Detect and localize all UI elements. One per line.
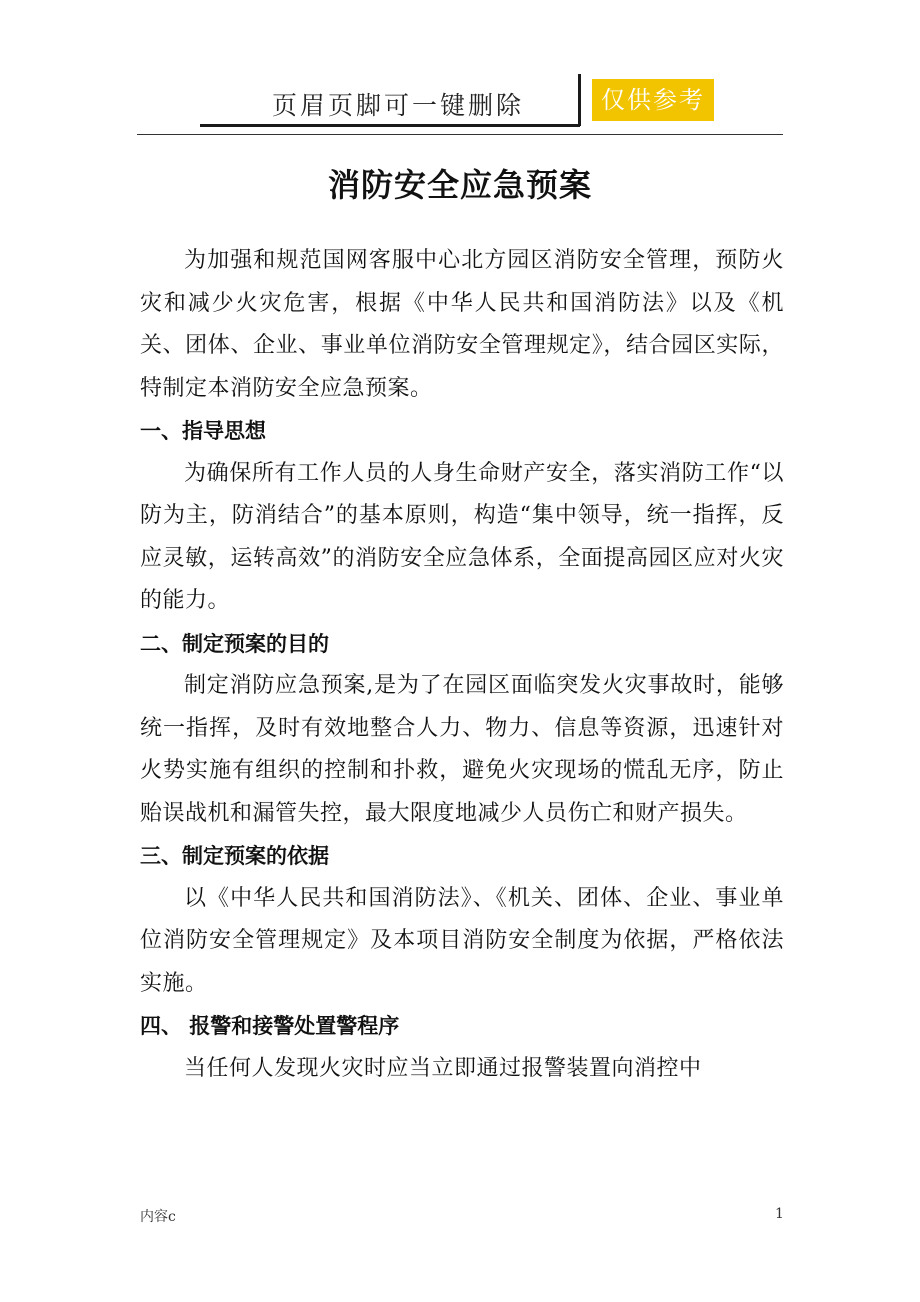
section-heading-alarm-procedure: 四、 报警和接警处置警程序 (140, 1014, 400, 1038)
header-text: 页眉页脚可一键删除 (272, 91, 525, 120)
reference-badge: 仅供参考 (592, 79, 714, 121)
section-body-guiding-ideology: 为确保所有工作人员的人身生命财产安全，落实消防工作“以防为主，防消结合”的基本原则，构造“集中领导，统一指挥，反应灵敏，运转高效”的消防安全应急体系，全面提高园区应对火灾的能力。 (140, 460, 784, 613)
section-heading-purpose: 二、制定预案的目的 (140, 631, 329, 656)
header-underline (200, 124, 580, 127)
page-title: 消防安全应急预案 (327, 166, 592, 205)
document-body (140, 240, 784, 1090)
header-separator (578, 74, 581, 126)
intro-paragraph: 为加强和规范国网客服中心北方园区消防安全管理，预防火灾和减少火灾危害，根据《中华人民共和国消防法》以及《机关、团体、企业、事业单位消防安全管理规定》，结合园区实际，特制定本消防安全应急预案。 (140, 248, 784, 401)
page-number: 1 (775, 1206, 784, 1222)
section-heading-guiding-ideology: 一、指导思想 (140, 419, 266, 443)
section-body-basis: 以《中华人民共和国消防法》、《机关、团体、企业、事业单位消防安全管理规定》及本项目消防安全制度为依据，严格依法实施。 (140, 885, 784, 996)
footer-label: 内容c (140, 1209, 176, 1225)
section-body-alarm-procedure: 当任何人发现火灾时应当立即通过报警装置向消控中 (184, 1055, 702, 1081)
section-body-purpose: 制定消防应急预案,是为了在园区面临突发火灾事故时，能够统一指挥，及时有效地整合人力、物力、信息等资源，迅速针对火势实施有组织的控制和扑救，避免火灾现场的慌乱无序，防止贻误战机和漏管失控，最大限度地减少人员伤亡和财产损失。 (140, 673, 784, 826)
section-heading-basis: 三、制定预案的依据 (140, 844, 329, 868)
header-rule (137, 134, 783, 135)
page-header (0, 0, 920, 140)
